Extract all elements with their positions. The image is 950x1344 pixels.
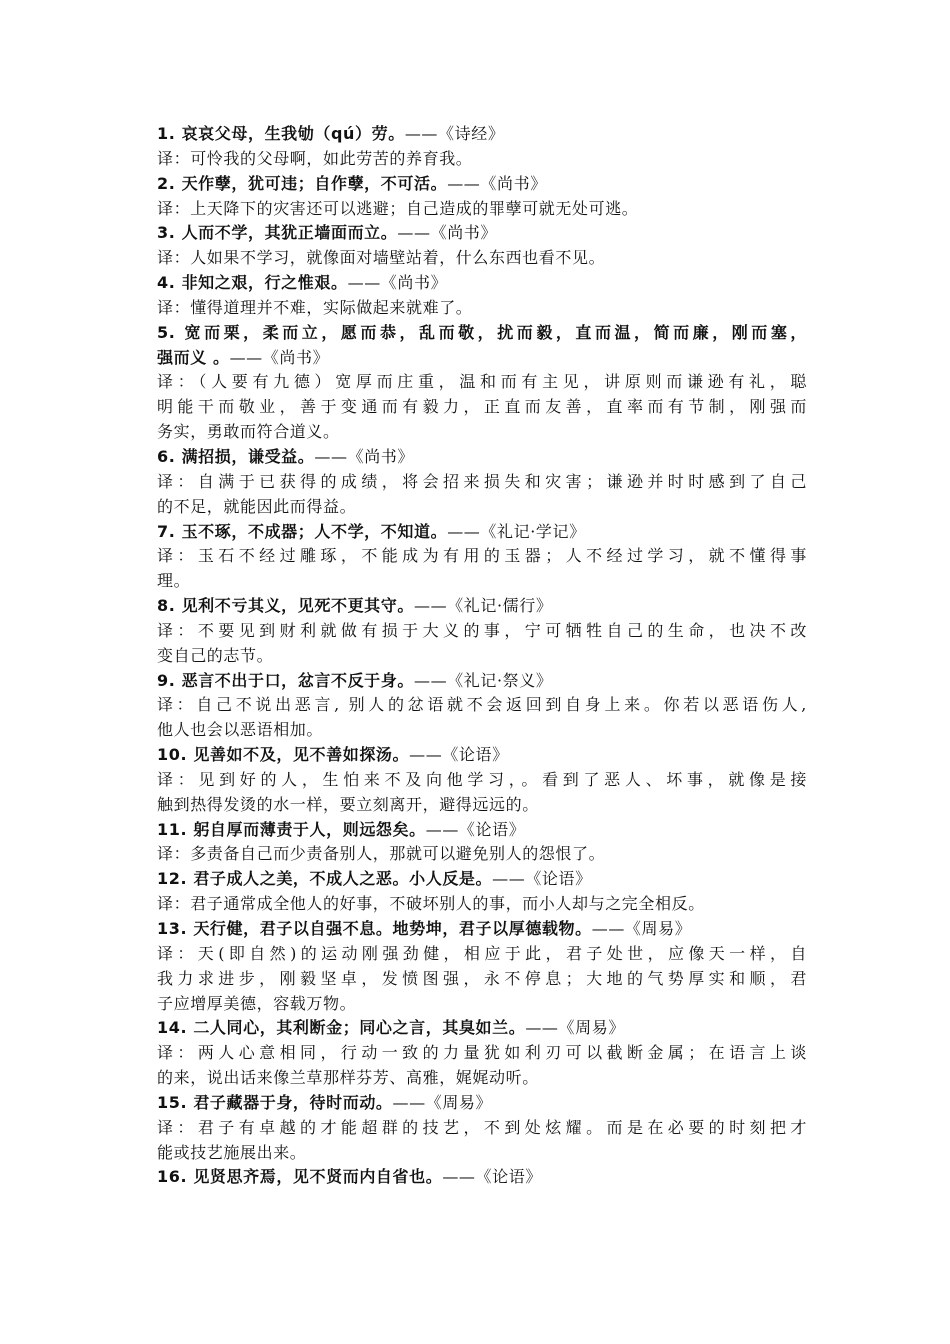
translation-line: 译：人如果不学习，就像面对墙壁站着，什么东西也看不见。 — [157, 248, 606, 268]
quote-line — [157, 867, 807, 892]
translation-line: 子应增厚美德，容载万物。 — [157, 993, 357, 1013]
translation-line: 译：君子有卓越的才能超群的技艺，不到处炫耀。而是在必要的时刻把才 — [157, 1117, 807, 1137]
quote-source: ——《礼记·儒行》 — [413, 596, 553, 616]
quote-line — [157, 271, 807, 296]
quote-text: 12. 君子成人之美，不成人之恶。小人反是。 — [157, 869, 493, 889]
quote-source: ——《礼记·祭义》 — [413, 670, 553, 690]
translation-line: 译：不要见到财利就做有损于大义的事，宁可牺牲自己的生命，也决不改 — [157, 620, 807, 640]
translation-line: 译：自己不说出恶言, 别人的忿语就不会返回到自身上来。你若以恶语伤人, — [157, 695, 807, 715]
translation-line: 译：上天降下的灾害还可以逃避；自己造成的罪孽可就无处可逃。 — [157, 198, 639, 218]
quote-text: 13. 天行健，君子以自强不息。地势坤，君子以厚德载物。 — [157, 919, 592, 938]
translation-line: 变自己的志节。 — [157, 645, 274, 665]
quote-source: ——《周易》 — [392, 1092, 493, 1112]
quote-source: ——《尚书》 — [447, 173, 547, 193]
quote-text: 6. 满招损，谦受益。 — [157, 446, 315, 466]
quote-text: 10. 见善如不及，见不善如探汤。 — [157, 745, 410, 765]
quote-text: 4. 非知之艰，行之惟艰。 — [157, 273, 348, 293]
quote-text: 7. 玉不琢，不成器；人不学，不知道。 — [157, 521, 448, 541]
quote-text: 强而义 。 — [157, 347, 230, 367]
translation-line: 他人也会以恶语相加。 — [157, 720, 324, 740]
document-page — [157, 122, 807, 1190]
quote-source: ——《论语》 — [409, 745, 509, 765]
quote-source: ——《论语》 — [425, 819, 526, 839]
quote-text: 11. 躬自厚而薄责于人，则远怨矣。 — [157, 819, 426, 839]
quote-text: 8. 见利不亏其义，见死不更其守。 — [157, 596, 414, 616]
translation-line: 译：（人要有九德）宽厚而庄重，温和而有主见，讲原则而谦逊有礼，聪 — [157, 372, 807, 392]
translation-line: 译：两人心意相同，行动一致的力量犹如利刃可以截断金属；在语言上谈 — [157, 1043, 807, 1063]
quote-line — [157, 594, 807, 619]
translation-line: 明能干而敬业，善于变通而有毅力，正直而友善，直率而有节制，刚强而 — [157, 397, 807, 417]
quote-text: 3. 人而不学，其犹正墙面而立。 — [157, 223, 398, 243]
translation-line: 译：见到好的人，生怕来不及向他学习，。看到了恶人、坏事，就像是接 — [157, 769, 807, 789]
quote-source: ——《尚书》 — [229, 347, 330, 367]
translation-line: 译：懂得道理并不难，实际做起来就难了。 — [157, 297, 473, 317]
quote-line — [157, 122, 807, 147]
quote-source: ——《周易》 — [525, 1018, 625, 1038]
quote-text: 1. 哀哀父母，生我劬（qú）劳。 — [157, 124, 405, 143]
quote-line — [157, 520, 807, 545]
quote-line — [157, 346, 807, 371]
translation-line: 我力求进步，刚毅坚卓，发愤图强，永不停息；大地的气势厚实和顺，君 — [157, 968, 807, 988]
quote-source: ——《尚书》 — [347, 273, 448, 293]
translation-line: 译：多责备自己而少责备别人，那就可以避免别人的怨恨了。 — [157, 844, 606, 864]
translation-line: 译：天(即自然)的运动刚强劲健，相应于此，君子处世，应像天一样，自 — [157, 943, 807, 963]
quote-source: ——《礼记·学记》 — [447, 521, 586, 541]
quote-text: 14. 二人同心，其利断金；同心之言，其臭如兰。 — [157, 1018, 526, 1038]
quote-line — [157, 172, 807, 197]
translation-line: 的来，说出话来像兰草那样芬芳、高雅，娓娓动听。 — [157, 1068, 539, 1088]
quote-line — [157, 1016, 807, 1041]
quote-text: 16. 见贤思齐焉，见不贤而内自省也。 — [157, 1167, 443, 1187]
translation-line: 译：自满于已获得的成绩，将会招来损失和灾害；谦逊并时时感到了自己 — [157, 471, 807, 491]
quote-line — [157, 1165, 807, 1190]
translation-line: 的不足，就能因此而得益。 — [157, 496, 357, 516]
translation-line: 译：君子通常成全他人的好事，不破坏别人的事，而小人却与之完全相反。 — [157, 894, 705, 914]
translation-line: 理。 — [157, 571, 191, 591]
quote-line — [157, 818, 807, 843]
translation-line: 译：可怜我的父母啊，如此劳苦的养育我。 — [157, 148, 473, 168]
quote-line: 5. 宽而栗，柔而立，愿而恭，乱而敬，扰而毅，直而温，简而廉，刚而塞， — [157, 322, 807, 342]
quote-text: 15. 君子藏器于身，待时而动。 — [157, 1092, 393, 1112]
quote-line — [157, 1091, 807, 1116]
quote-line — [157, 221, 807, 246]
translation-line: 能或技艺施展出来。 — [157, 1142, 307, 1162]
quote-text: 9. 恶言不出于口，忿言不反于身。 — [157, 670, 414, 690]
quote-source: ——《尚书》 — [397, 223, 497, 243]
translation-line: 务实，勇敢而符合道义。 — [157, 422, 340, 442]
quote-line — [157, 445, 807, 470]
quote-source: ——《论语》 — [492, 869, 592, 889]
quote-source: ——《诗经》 — [404, 124, 505, 143]
quote-line — [157, 743, 807, 768]
quote-line — [157, 917, 807, 942]
quote-source: ——《论语》 — [442, 1167, 542, 1187]
quote-line — [157, 669, 807, 694]
translation-line: 译：玉石不经过雕琢，不能成为有用的玉器；人不经过学习，就不懂得事 — [157, 546, 807, 566]
quote-source: ——《尚书》 — [314, 446, 414, 466]
quote-source: ——《周易》 — [591, 919, 692, 938]
quote-text: 2. 天作孽，犹可违；自作孽，不可活。 — [157, 173, 448, 193]
translation-line: 触到热得发烫的水一样，要立刻离开，避得远远的。 — [157, 794, 539, 814]
